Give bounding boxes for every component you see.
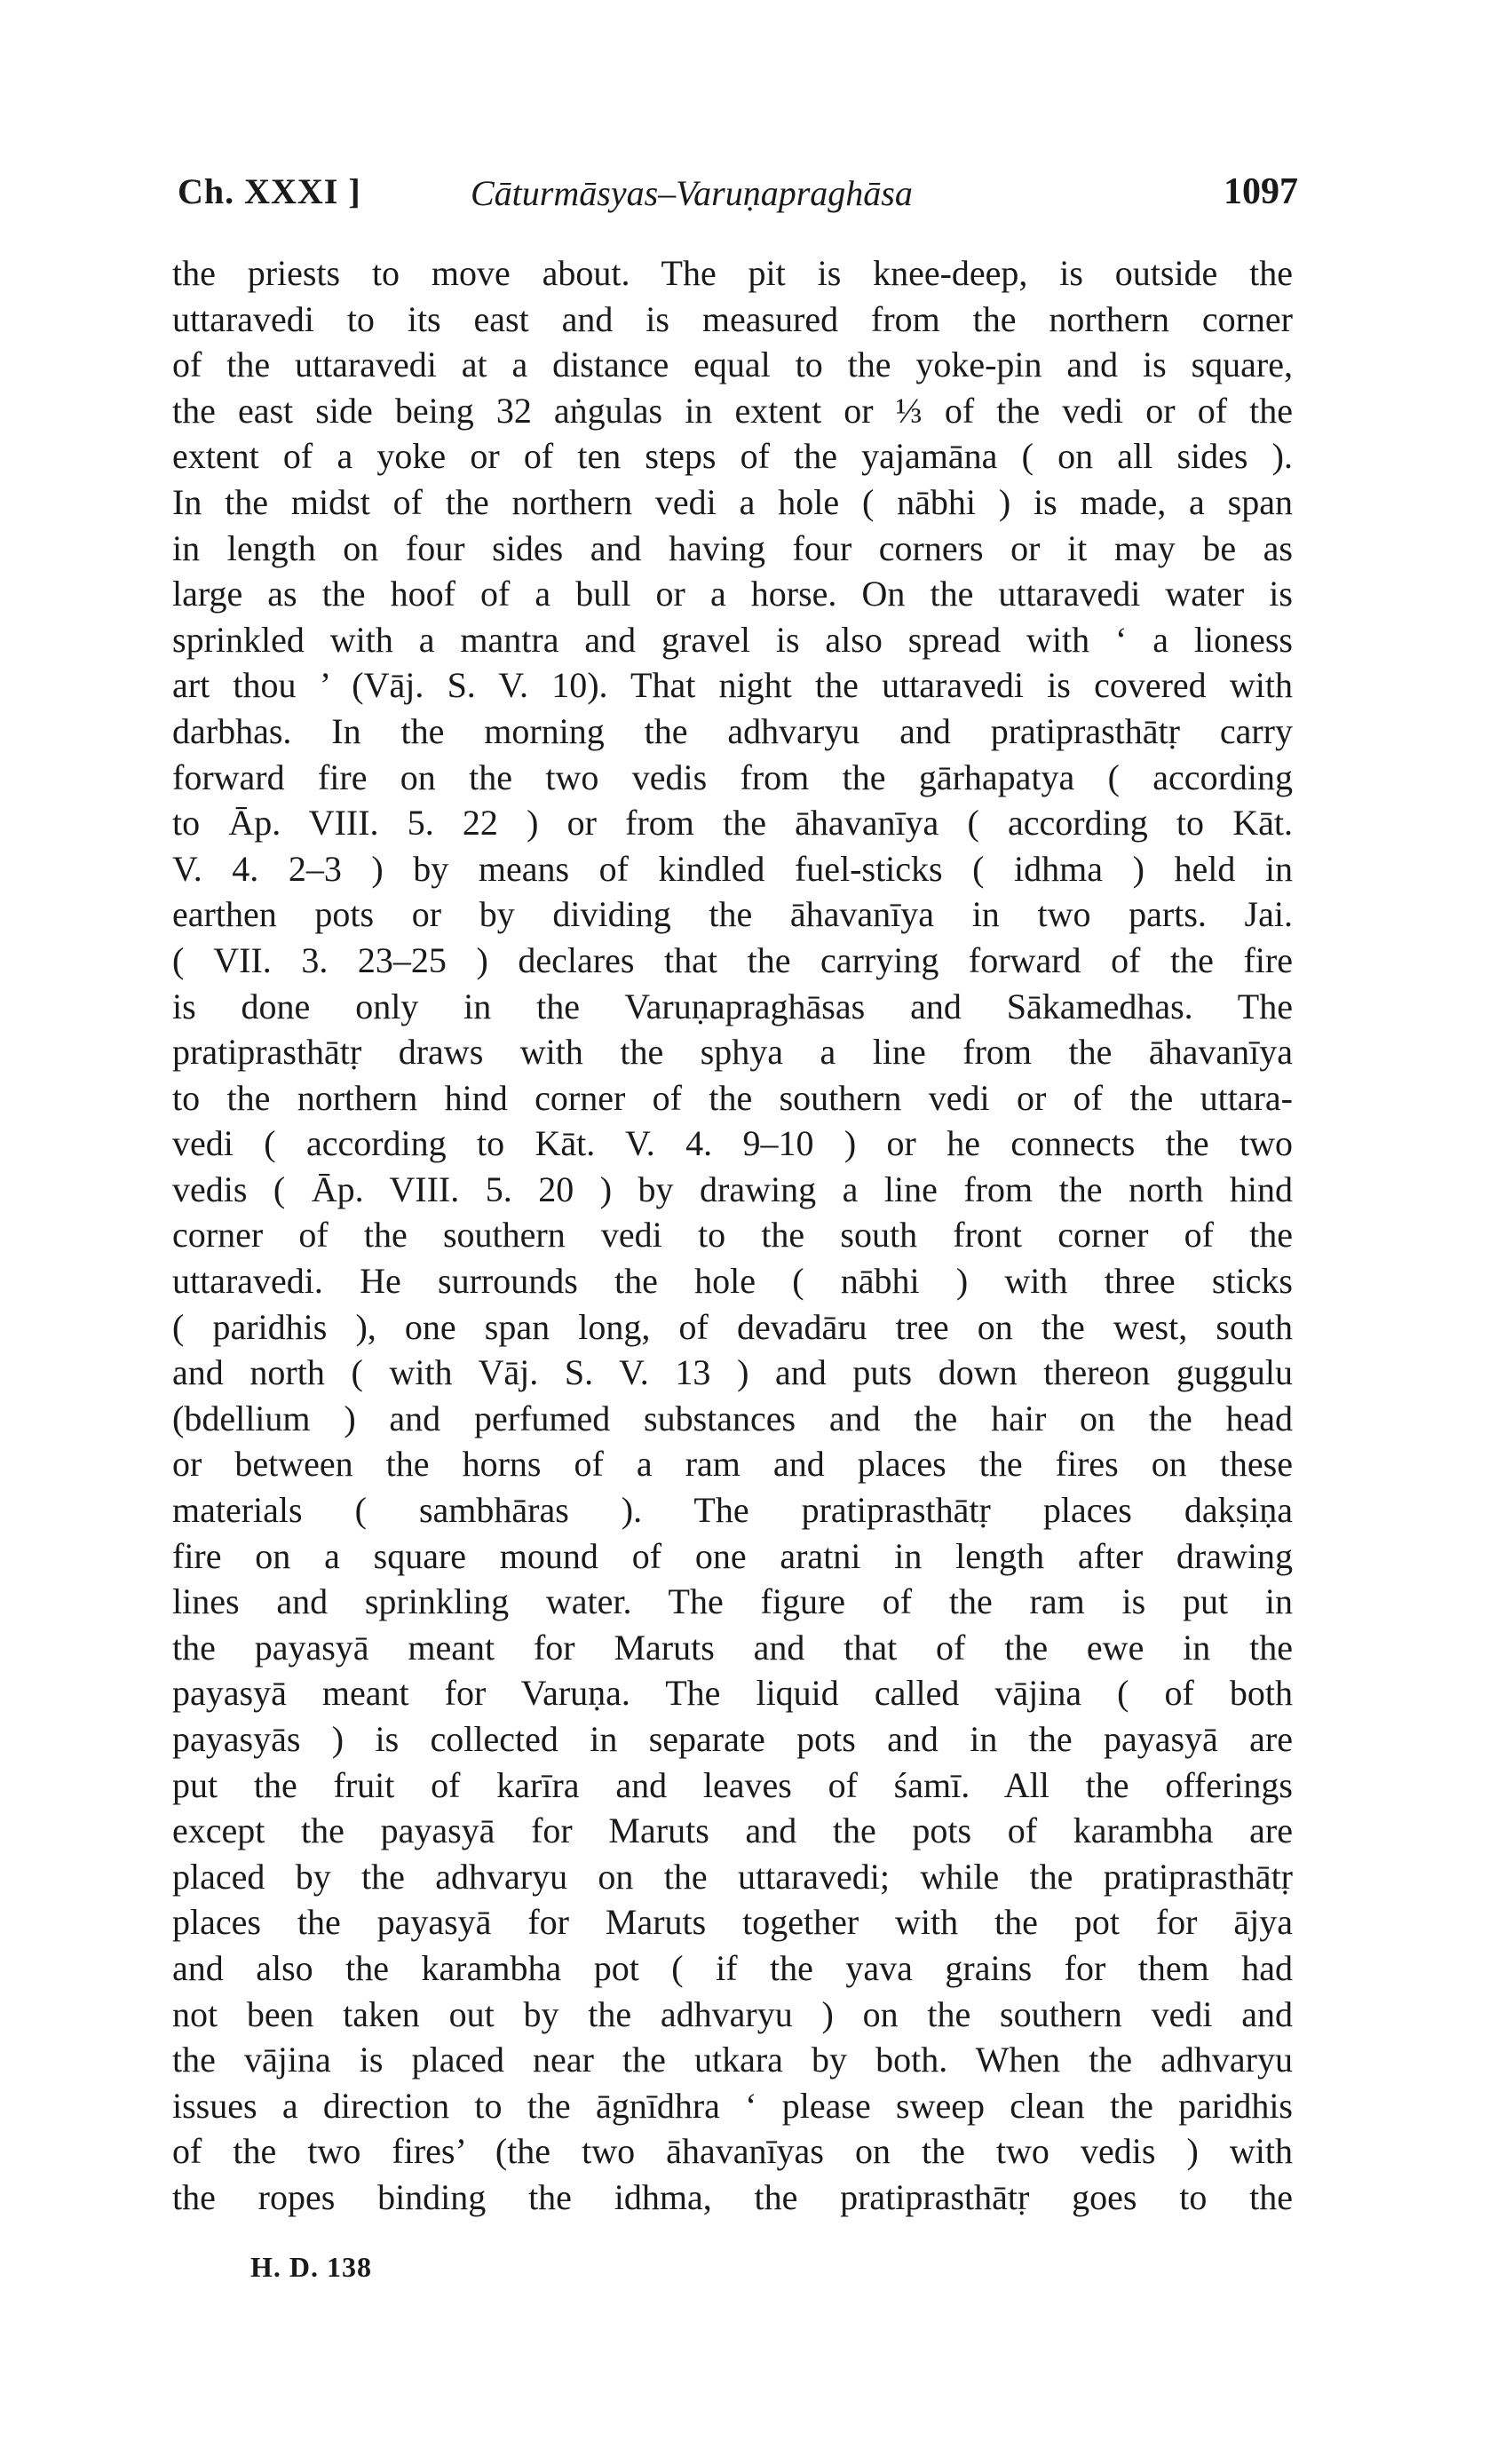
text-line: corner of the southern vedi to the south front corner of the [172, 1215, 1293, 1256]
text-line: fire on a square mound of one aratni in length after drawing [172, 1535, 1293, 1576]
text-line: not been taken out by the adhvaryu ) on the southern vedi and [172, 1993, 1293, 2034]
text-line: (bdellium ) and perfumed substances and the hair on the head [172, 1398, 1293, 1438]
text-line: pratiprasthātṛ draws with the sphya a line from the āhavanīya [172, 1032, 1293, 1073]
text-line: in length on four sides and having four corners or it may be as [172, 527, 1293, 568]
text-line: extent of a yoke or of ten steps of the yajamāna ( on all sides ). [172, 436, 1293, 477]
text-line: art thou ’ (Vāj. S. V. 10). That night the uttaravedi is covered with [172, 665, 1293, 706]
page-header [178, 170, 1323, 224]
text-line: large as the hoof of a bull or a horse. On the uttaravedi water is [172, 574, 1293, 614]
text-line: sprinkled with a mantra and gravel is also spread with ‘ a lioness [172, 619, 1293, 660]
text-line: materials ( sambhāras ). The pratiprasthātṛ places dakṣiṇa [172, 1490, 1293, 1531]
text-line: ( VII. 3. 23–25 ) declares that the carrying forward of the fire [172, 939, 1293, 980]
text-line: ( paridhis ), one span long, of devadāru tree on the west, south [172, 1306, 1293, 1347]
text-line: and also the karambha pot ( if the yava grains for them had [172, 1947, 1293, 1988]
page-number: 1097 [1224, 171, 1298, 212]
chapter-label: Ch. XXXI ] [178, 171, 361, 211]
text-line: or between the horns of a ram and places the fires on these [172, 1444, 1293, 1485]
text-line: uttaravedi to its east and is measured from the northern corner [172, 298, 1293, 339]
text-line: the vājina is placed near the utkara by both. When the adhvaryu [172, 2040, 1293, 2080]
text-line: uttaravedi. He surrounds the hole ( nābhi ) with three sticks [172, 1261, 1293, 1302]
text-line: to the northern hind corner of the southern vedi or of the uttara- [172, 1077, 1293, 1118]
text-line: the east side being 32 aṅgulas in extent or ⅓ of the vedi or of the [172, 390, 1293, 431]
text-line: V. 4. 2–3 ) by means of kindled fuel-sticks ( idhma ) held in [172, 848, 1293, 889]
text-line: lines and sprinkling water. The figure of the ram is put in [172, 1581, 1293, 1622]
text-line: In the midst of the northern vedi a hole ( nābhi ) is made, a span [172, 481, 1293, 522]
text-line: issues a direction to the āgnīdhra ‘ please sweep clean the paridhis [172, 2085, 1293, 2126]
signature-mark: H. D. 138 [250, 2251, 372, 2283]
text-line: the ropes binding the idhma, the pratiprasthātṛ goes to the [172, 2176, 1293, 2217]
body-text [172, 250, 1293, 2221]
text-line: vedi ( according to Kāt. V. 4. 9–10 ) or he connects the two [172, 1123, 1293, 1164]
running-title: Cāturmāsyas–Varuṇapraghāsa [471, 173, 913, 213]
text-line: except the payasyā for Maruts and the pots of karambha are [172, 1810, 1293, 1851]
text-line: put the fruit of karīra and leaves of śamī. All the offerings [172, 1764, 1293, 1805]
text-line: darbhas. In the morning the adhvaryu and pratiprasthātṛ carry [172, 710, 1293, 751]
text-line: the priests to move about. The pit is knee-deep, is outside the [172, 253, 1293, 293]
text-line: placed by the adhvaryu on the uttaravedi; while the pratiprasthātṛ [172, 1856, 1293, 1897]
text-line: is done only in the Varuṇapraghāsas and Sākamedhas. The [172, 986, 1293, 1026]
text-line: and north ( with Vāj. S. V. 13 ) and puts down thereon guggulu [172, 1352, 1293, 1393]
text-line: payasyās ) is collected in separate pots and in the payasyā are [172, 1719, 1293, 1759]
text-line: places the payasyā for Maruts together with the pot for ājya [172, 1902, 1293, 1943]
text-line: forward fire on the two vedis from the gārhapatya ( according [172, 757, 1293, 797]
text-line: to Āp. VIII. 5. 22 ) or from the āhavanīya ( according to Kāt. [172, 803, 1293, 844]
text-line: vedis ( Āp. VIII. 5. 20 ) by drawing a line from the north hind [172, 1169, 1293, 1209]
text-line: the payasyā meant for Maruts and that of the ewe in the [172, 1627, 1293, 1668]
text-line: payasyā meant for Varuṇa. The liquid called vājina ( of both [172, 1673, 1293, 1714]
text-line: of the uttaravedi at a distance equal to the yoke-pin and is square, [172, 345, 1293, 385]
text-line: of the two fires’ (the two āhavanīyas on the two vedis ) with [172, 2131, 1293, 2172]
text-line: earthen pots or by dividing the āhavanīya in two parts. Jai. [172, 894, 1293, 935]
